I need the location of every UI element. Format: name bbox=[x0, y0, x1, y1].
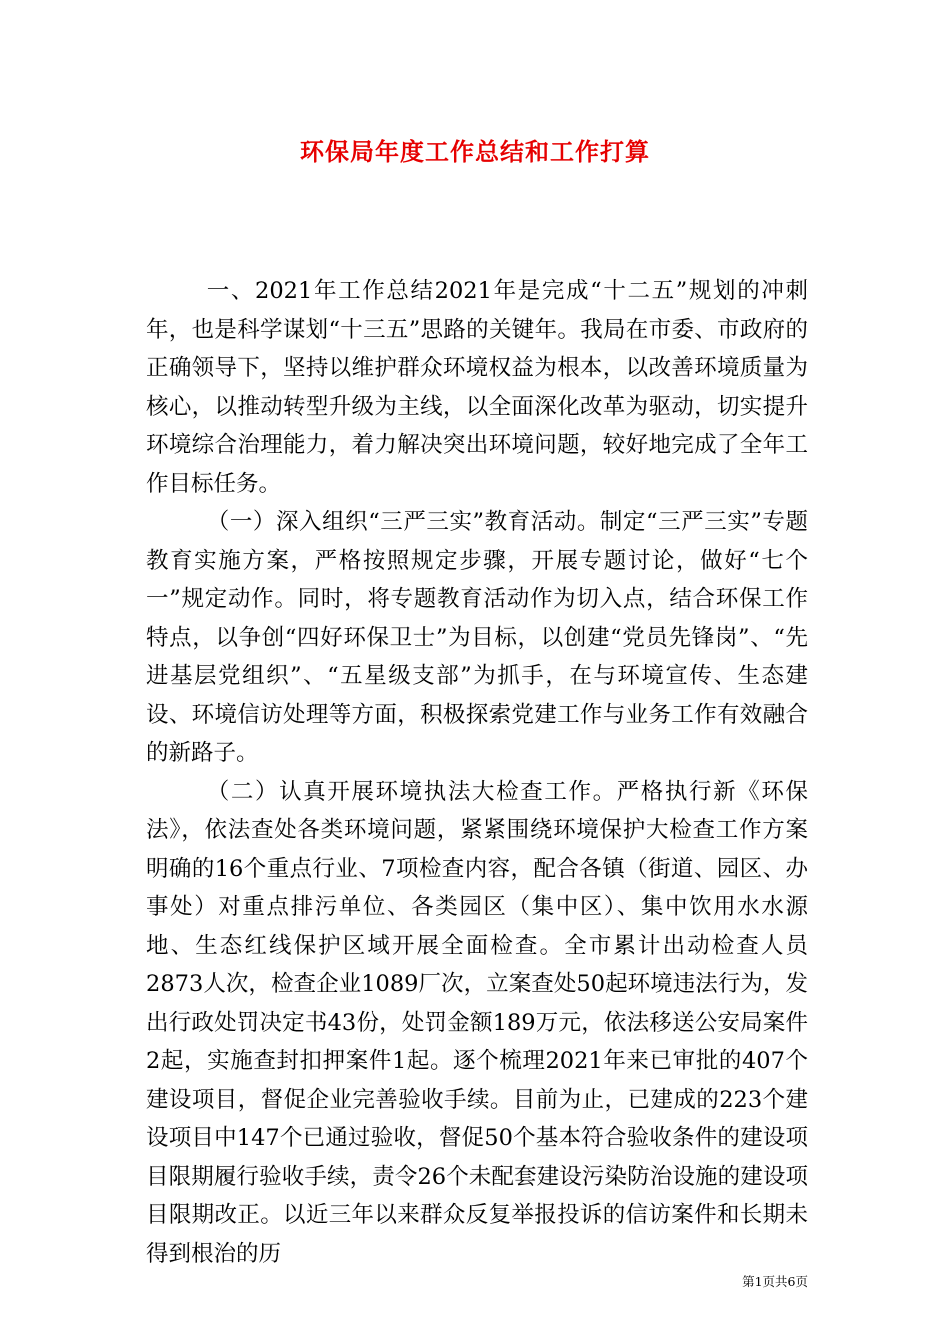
paragraph-education-activity: （一）深入组织“三严三实”教育活动。制定“三严三实”专题教育实施方案，严格按照规定步骤，开展专题讨论，做好“七个一”规定动作。同时，将专题教育活动作为切入点，结合环保工作特点，以争创“四好环保卫士”为目标，以创建“党员先锋岗”、“先进基层党组织”、“五星级支部”为抓手，在与环境宣传、生态建设、环境信访处理等方面，积极探索党建工作与业务工作有效融合的新路子。 bbox=[146, 509, 808, 766]
paragraph-summary-intro: 一、2021年工作总结2021年是完成“十二五”规划的冲刺年，也是科学谋划“十三五”思路的关键年。我局在市委、市政府的正确领导下，坚持以维护群众环境权益为根本，以改善环境质量为核心，以推动转型升级为主线，以全面深化改革为驱动，切实提升环境综合治理能力，着力解决突出环境问题，较好地完成了全年工作目标任务。 bbox=[146, 278, 808, 497]
paragraph-law-enforcement: （二）认真开展环境执法大检查工作。严格执行新《环保法》，依法查处各类环境问题，紧紧围绕环境保护大检查工作方案明确的16个重点行业、7项检查内容，配合各镇（街道、园区、办事处）对重点排污单位、各类园区（集中区）、集中饮用水水源地、生态红线保护区域开展全面检查。全市累计出动检查人员2873人次，检查企业1089厂次，立案查处50起环境违法行为，发出行政处罚决定书43份，处罚金额189万元，依法移送公安局案件2起，实施查封扣押案件1起。逐个梳理2021年来已审批的407个建设项目，督促企业完善验收手续。目前为止，已建成的223个建设项目中147个已通过验收，督促50个基本符合验收条件的建设项目限期履行验收手续，责令26个未配套建设污染防治设施的建设项目限期改正。以近三年以来群众反复举报投诉的信访案件和长期未得到根治的历 bbox=[146, 778, 808, 1267]
document-body bbox=[146, 272, 808, 1273]
document-title: 环保局年度工作总结和工作打算 bbox=[300, 137, 650, 166]
page-number: 第1页共6页 bbox=[742, 1274, 808, 1289]
